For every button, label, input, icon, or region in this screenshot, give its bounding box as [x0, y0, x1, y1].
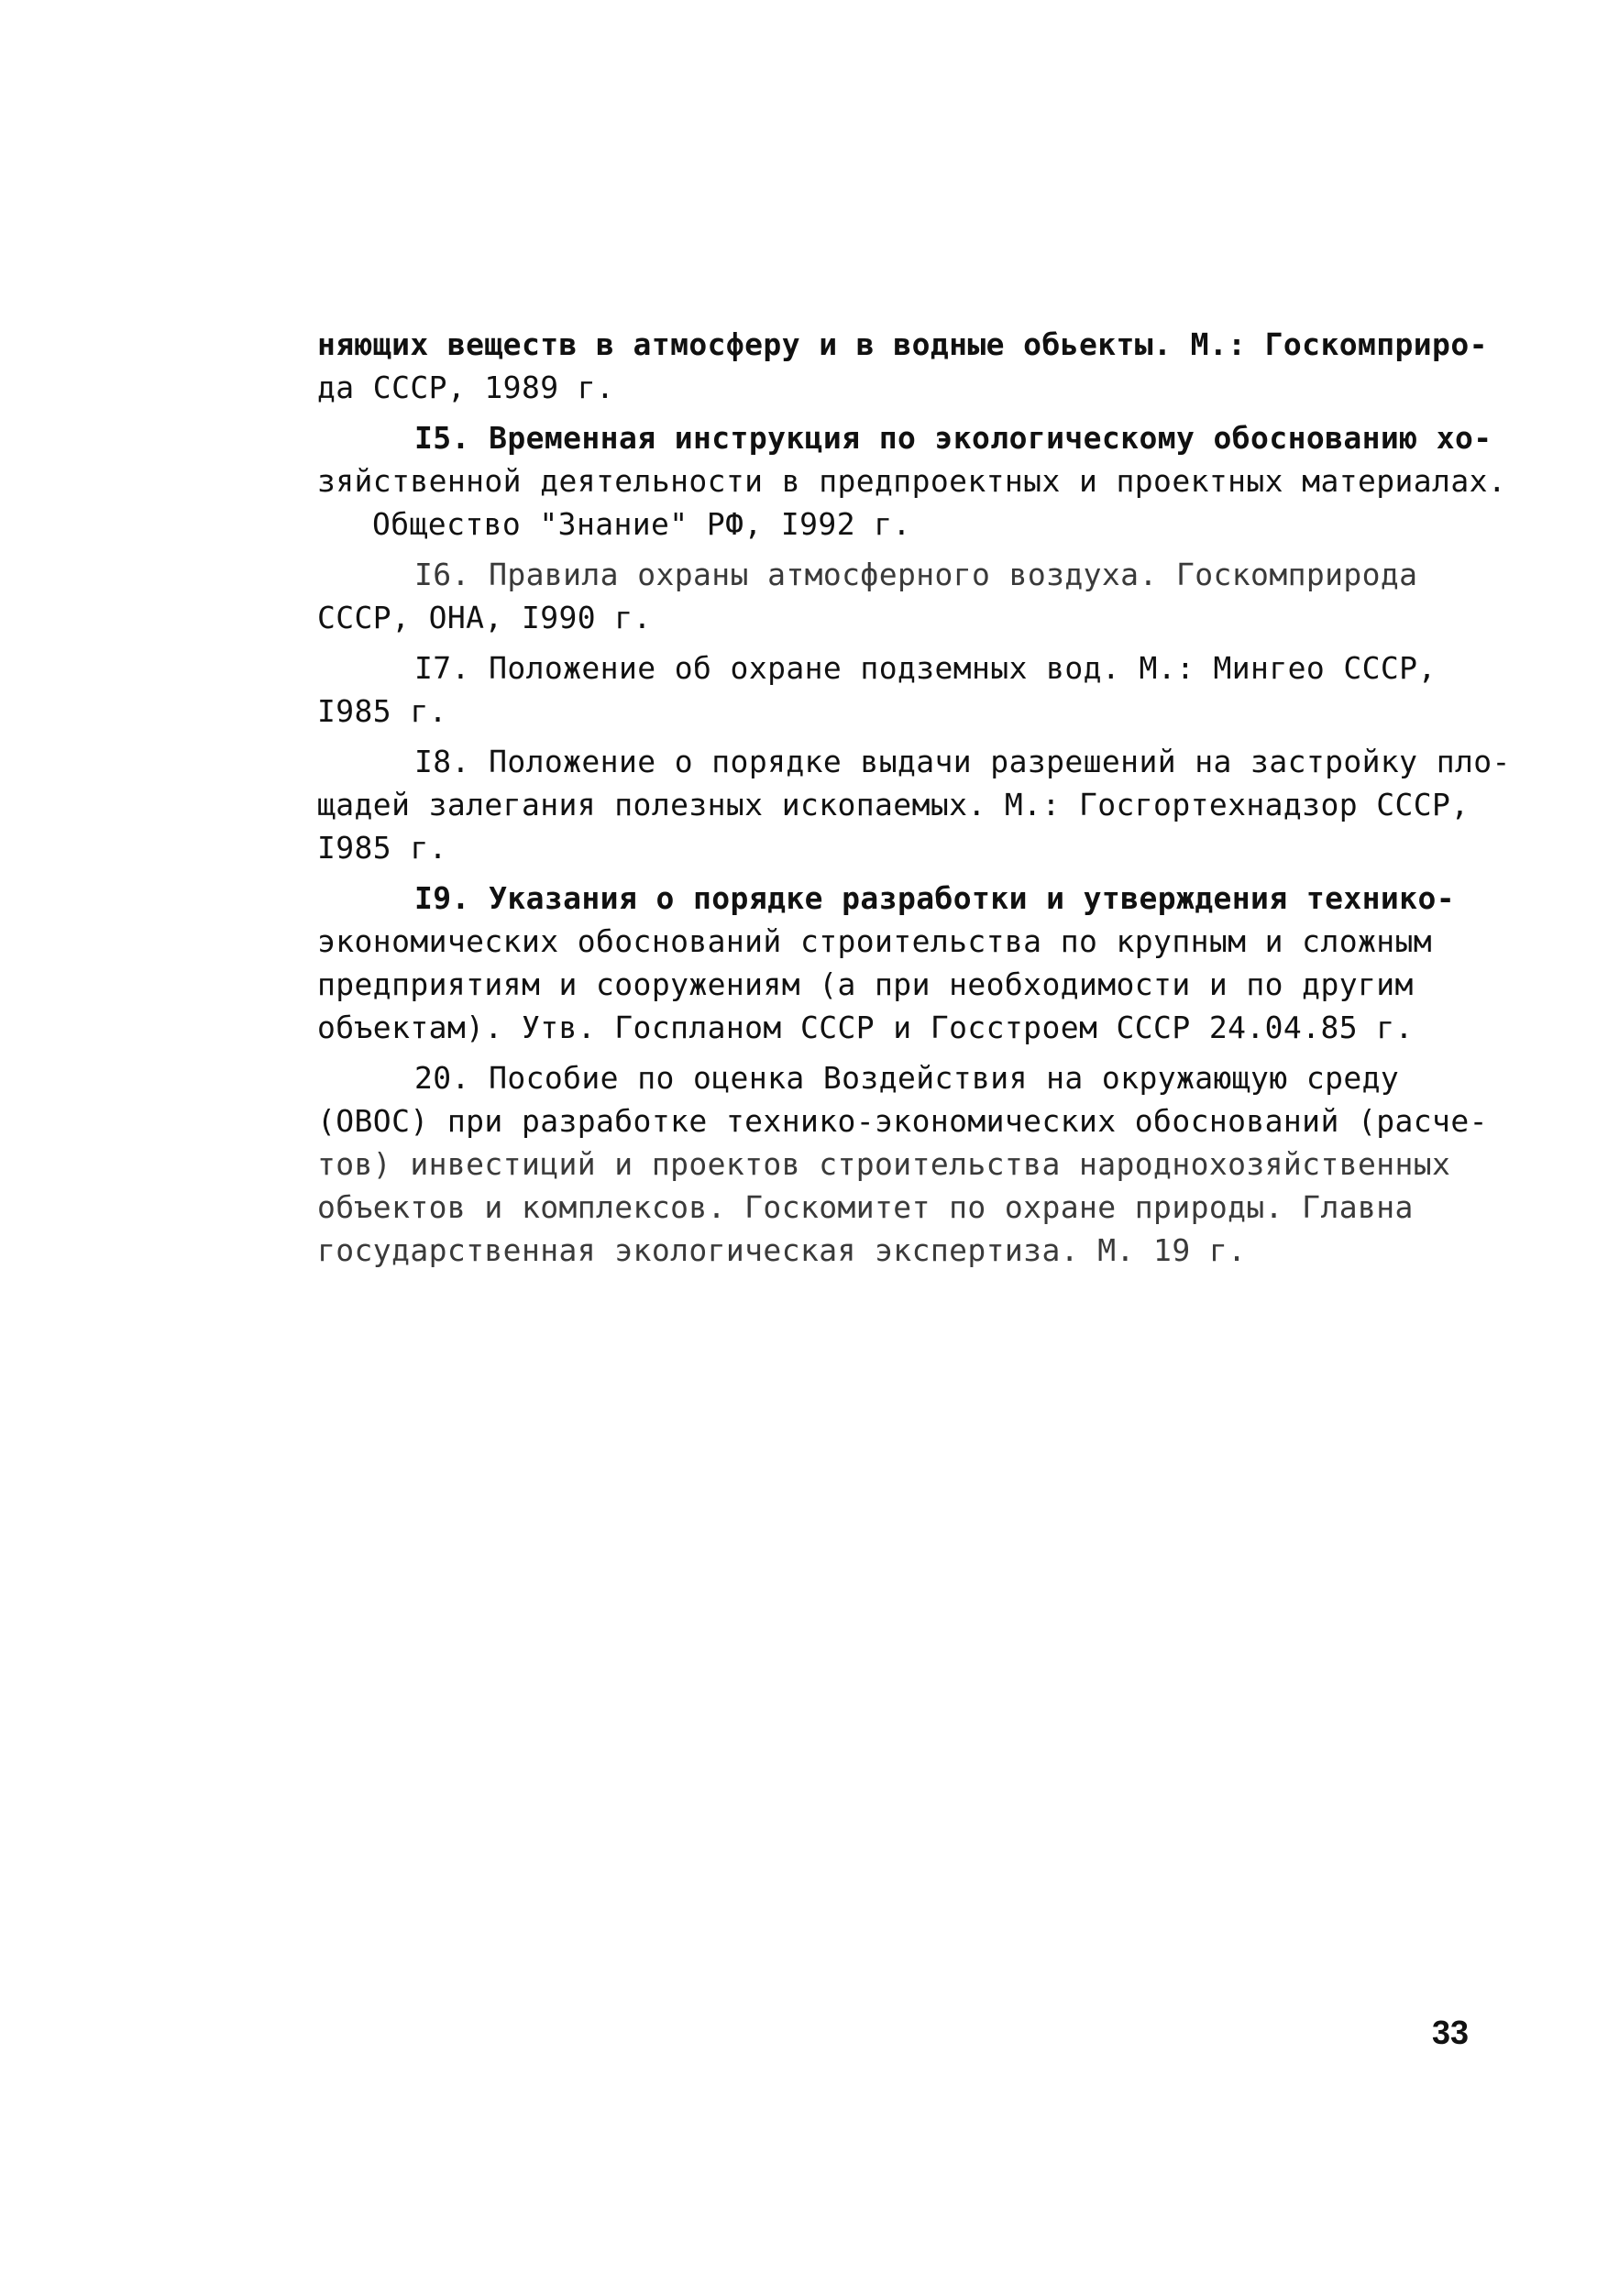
bibliography-text [317, 323, 1511, 1272]
text-line: СССР, ОНА, I990 г. [317, 600, 652, 635]
text-line: няющих веществ в атмосферу и в водные обьекты. М.: Госкомприро- [317, 326, 1488, 362]
text-line: I985 г. [317, 693, 447, 729]
text-line: тов) инвестиций и проектов строительства народнохозяйственных [317, 1146, 1451, 1182]
text-line: экономических обоснований строительства по крупным и сложным [317, 923, 1433, 959]
text-line: объектов и комплексов. Госкомитет по охране природы. Главна [317, 1189, 1414, 1225]
text-line: да СССР, 1989 г. [317, 370, 615, 405]
page-number: 33 [1432, 2014, 1470, 2051]
text-line: предприятиям и сооружениям (а при необходимости и по другим [317, 966, 1414, 1002]
text-line: объектам). Утв. Госпланом СССР и Госстроем СССР 24.04.85 г. [317, 1010, 1414, 1045]
text-line: Общество "Знание" РФ, I992 г. [372, 506, 911, 542]
text-line: государственная экологическая экспертиза. М. 19 г. [317, 1232, 1247, 1268]
reference-19-start: I9. Указания о порядке разработки и утверждения технико- [414, 880, 1455, 916]
reference-15-start: I5. Временная инструкция по экологическому обоснованию хо- [414, 420, 1492, 456]
reference-16-start: I6. Правила охраны атмосферного воздуха. Госкомприрода [414, 557, 1418, 592]
text-line: (ОВОС) при разработке технико-экономических обоснований (расче- [317, 1103, 1488, 1139]
text-line: I985 г. [317, 830, 447, 866]
text-line: щадей залегания полезных ископаемых. М.: Госгортехнадзор СССР, [317, 787, 1470, 822]
reference-20-start: 20. Пособие по оценка Воздействия на окружающую среду [414, 1060, 1400, 1096]
reference-17-start: I7. Положение об охране подземных вод. М.: Мингео СССР, [414, 650, 1437, 686]
text-line: зяйственной деятельности в предпроектных и проектных материалах. [317, 463, 1507, 499]
reference-18-start: I8. Положение о порядке выдачи разрешений на застройку пло- [414, 744, 1511, 779]
